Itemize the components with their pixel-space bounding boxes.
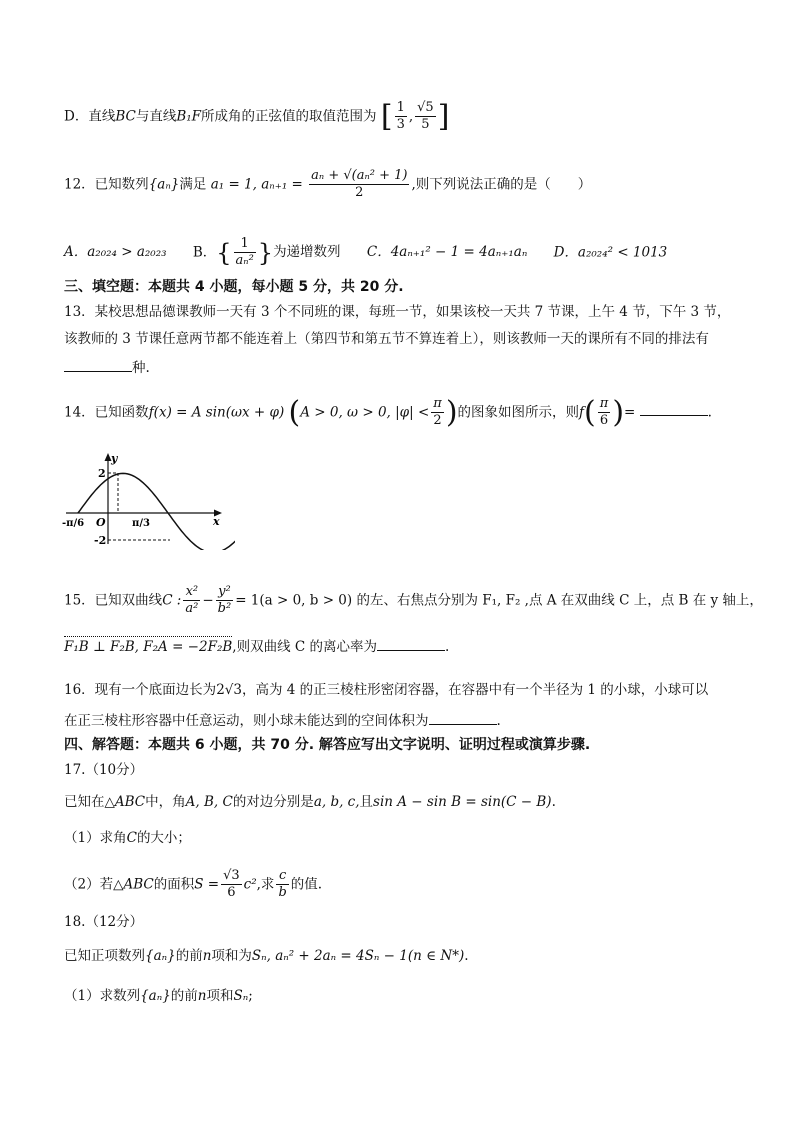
q18a-end: ; bbox=[248, 988, 253, 1004]
answer-blank-13[interactable] bbox=[64, 359, 132, 372]
q14-pre: 14．已知函数 bbox=[64, 404, 149, 421]
q12-option-d: D．a₂₀₂₄² < 1013 bbox=[553, 244, 668, 261]
q17-sides: a, b, c, bbox=[313, 794, 360, 810]
q12-option-b-post: 为递增数列 bbox=[273, 244, 341, 261]
q16-2-end: . bbox=[496, 713, 501, 729]
q15-x-frac: $\frac{\text{x²}}{\text{a²}}$ bbox=[185, 584, 199, 617]
question-16-line-2 bbox=[64, 712, 754, 729]
q17b-post: 的值. bbox=[290, 876, 323, 893]
q12-option-b-pre: B． bbox=[192, 244, 217, 261]
question-18-part-1 bbox=[64, 990, 754, 1004]
question-14: 14．已知函数f(x) = A sin(ωx + φ) (A > 0, ω > 0, |φ| < $\frac{\pi}{2}$ )的图象如图所示，则f( $\frac{\pi}{6}$ )= . bbox=[64, 394, 712, 430]
q17-mid2: 的对边分别是 bbox=[232, 794, 314, 810]
q16-post: ，高为 4 的正三棱柱形密闭容器，在容器中有一个半径为 1 的小球，小球可以 bbox=[241, 682, 709, 698]
q17b-c-over-b: $\frac{c}{b}$ bbox=[278, 868, 287, 901]
q17-end: . bbox=[551, 794, 556, 810]
q17b-ask: ,求 bbox=[256, 876, 275, 893]
q14-post: = bbox=[624, 404, 640, 421]
q18a-post: 项和 bbox=[206, 988, 234, 1004]
q17a-pre: （1）求角 bbox=[64, 830, 127, 846]
q15-end: . bbox=[445, 639, 450, 655]
question-17-statement bbox=[64, 796, 754, 810]
paren-right-icon: ) bbox=[445, 394, 458, 430]
sine-graph bbox=[60, 446, 235, 550]
fraction-sqrt5-5: $\frac{√5}{5}$ bbox=[417, 100, 434, 133]
q17-triangle: △ABC bbox=[104, 794, 146, 810]
question-17-part-2 bbox=[64, 868, 754, 902]
q17-angles: A, B, C bbox=[185, 794, 233, 810]
q12-option-a: A．a₂₀₂₄ > a₂₀₂₃ bbox=[64, 244, 167, 261]
answer-blank-15[interactable] bbox=[377, 638, 445, 651]
brace-left-icon: { bbox=[216, 238, 232, 267]
q18-mid: 的前 bbox=[175, 948, 203, 964]
question-13-line-1: 13．某校思想品德课教师一天有 3 个不同班的课，每班一节，如果该校一天共 7 节课，上午 4 节，下午 3 节， bbox=[64, 304, 731, 320]
q17b-c2: c² bbox=[243, 876, 257, 893]
max-label: 2 bbox=[98, 467, 106, 480]
q18-equation: Sₙ, aₙ² + 2aₙ = 4Sₙ − 1 bbox=[251, 948, 408, 964]
answer-blank-16[interactable] bbox=[429, 712, 497, 725]
x-label: x bbox=[213, 515, 220, 528]
question-12-options bbox=[64, 236, 754, 270]
answer-blank-14[interactable] bbox=[640, 403, 708, 416]
q17-post: 且 bbox=[359, 794, 374, 810]
q14-mid: 的图象如图所示，则 bbox=[457, 404, 580, 421]
section-4-heading: 四、解答题：本题共 6 小题，共 70 分. 解答应写出文字说明、证明过程或演算步骤. bbox=[64, 737, 591, 753]
q17-equation: sin A − sin B = sin(C − B) bbox=[373, 794, 552, 810]
q12-option-b-fraction: $\frac{1}{\text{aₙ²}}$ bbox=[235, 236, 254, 269]
q15-c: C : bbox=[162, 592, 182, 609]
q17a-post: 的大小； bbox=[136, 830, 191, 846]
q14-func: f(x) = A sin(ωx + φ) bbox=[148, 404, 285, 421]
bracket-left-icon: [ bbox=[380, 98, 393, 134]
math-b1f: B₁F bbox=[176, 108, 202, 125]
q12-pre: 12．已知数列 bbox=[64, 176, 149, 193]
q18a-n: n bbox=[197, 988, 207, 1004]
q15-pre: 15．已知双曲线 bbox=[64, 592, 163, 609]
q12-seq: {aₙ} bbox=[148, 176, 180, 193]
question-16-line-1 bbox=[64, 684, 754, 698]
q17-mid: 中，角 bbox=[145, 794, 186, 810]
q18-n: n bbox=[202, 948, 212, 964]
brace-right-icon: } bbox=[257, 238, 274, 267]
q14-f: f bbox=[579, 404, 585, 421]
q13-end: 种. bbox=[132, 360, 150, 376]
question-17-header: 17.（10分） bbox=[64, 762, 144, 778]
q17b-pre: （2）若 bbox=[64, 876, 114, 893]
section-3-heading: 三、填空题：本题共 4 小题，每小题 5 分，共 20 分. bbox=[64, 279, 404, 295]
option-d-mid: 与直线 bbox=[135, 108, 177, 125]
option-d-line: D．直线BC与直线B₁F所成角的正弦值的取值范围为 [ $\frac{1}{3}$ , $\frac{√5}{5}$ ] bbox=[64, 98, 450, 134]
q18-pre: 已知正项数列 bbox=[64, 948, 145, 964]
origin-label: O bbox=[96, 516, 106, 529]
q12-option-c: C．4aₙ₊₁² − 1 = 4aₙ₊₁aₙ bbox=[366, 244, 528, 261]
q18a-s: Sₙ bbox=[233, 988, 249, 1004]
fraction-one-third: $\frac{1}{3}$ bbox=[396, 100, 405, 133]
paren-right-icon: ) bbox=[612, 394, 625, 430]
bracket-right-icon: ] bbox=[437, 98, 450, 134]
q16-value: 2√3 bbox=[216, 682, 242, 698]
paren-left-icon: ( bbox=[584, 394, 596, 430]
math-bc: BC bbox=[115, 108, 136, 125]
q17-pre: 已知在 bbox=[64, 794, 105, 810]
q17b-triangle: △ABC bbox=[113, 876, 154, 893]
q14-pi-half: $\frac{\pi}{2}$ bbox=[433, 396, 442, 429]
y-label: y bbox=[111, 452, 118, 465]
q12-post: ,则下列说法正确的是（ ） bbox=[411, 176, 592, 193]
q12-mid: 满足 bbox=[179, 176, 207, 193]
question-13-line-3 bbox=[64, 359, 754, 376]
q15-y-frac: $\frac{\text{y²}}{\text{b²}}$ bbox=[217, 584, 232, 617]
q17b-mid: 的面积 bbox=[153, 876, 195, 893]
q18-mid2: 项和为 bbox=[211, 948, 252, 964]
q15-post: ,则双曲线 C 的离心率为 bbox=[232, 639, 377, 655]
q15-rest: = 1(a > 0, b > 0) 的左、右焦点分别为 F₁, F₂ ,点 A 在双曲线 C 上，点 B 在 y 轴上， bbox=[235, 592, 763, 609]
q18-end: . bbox=[464, 948, 469, 964]
q18a-seq: {aₙ} bbox=[140, 988, 171, 1004]
q14-cond: A > 0, ω > 0, |φ| < bbox=[300, 404, 430, 421]
question-17-part-1 bbox=[64, 832, 754, 846]
paren-left-icon: ( bbox=[288, 394, 301, 430]
min-label: -2 bbox=[94, 534, 107, 547]
q15-vector-condition: F₁B ⊥ F₂B, F₂A = −2F₂B bbox=[64, 636, 232, 655]
question-13-line-2: 该教师的 3 节课任意两节都不能连着上（第四节和第五节不算连着上），则该教师一天的课所有不同的排法有 bbox=[64, 331, 709, 347]
q17a-c: C bbox=[126, 830, 137, 846]
question-18-statement bbox=[64, 950, 754, 964]
q12-cond: a₁ = 1, aₙ₊₁ = bbox=[210, 176, 303, 193]
q16-pre: 16．现有一个底面边长为 bbox=[64, 682, 217, 698]
option-d-text: D．直线 bbox=[64, 108, 116, 125]
option-d-post: 所成角的正弦值的取值范围为 bbox=[201, 108, 377, 125]
question-18-header: 18.（12分） bbox=[64, 914, 144, 930]
q18a-mid: 的前 bbox=[170, 988, 198, 1004]
q18-seq: {aₙ} bbox=[145, 948, 176, 964]
q18a-pre: （1）求数列 bbox=[64, 988, 141, 1004]
question-15-line-2 bbox=[64, 638, 754, 655]
q12-fraction: $\frac{\text{aₙ + √(aₙ² + 1)}}{2}$ bbox=[311, 168, 408, 201]
q17b-sqrt3-6: $\frac{√3}{6}$ bbox=[223, 868, 240, 901]
q18-condition: (n ∈ N*) bbox=[407, 948, 465, 964]
q15-minus: − bbox=[202, 592, 214, 609]
tick-left-label: -π/6 bbox=[62, 518, 85, 529]
q17b-s: S = bbox=[194, 876, 220, 893]
q16-2-pre: 在正三棱柱形容器中任意运动，则小球未能达到的空间体积为 bbox=[64, 713, 429, 729]
q14-pi-sixth: $\frac{\pi}{6}$ bbox=[599, 396, 609, 429]
question-15 bbox=[64, 584, 763, 618]
tick-right-label: π/3 bbox=[132, 518, 150, 529]
question-12 bbox=[64, 168, 754, 202]
